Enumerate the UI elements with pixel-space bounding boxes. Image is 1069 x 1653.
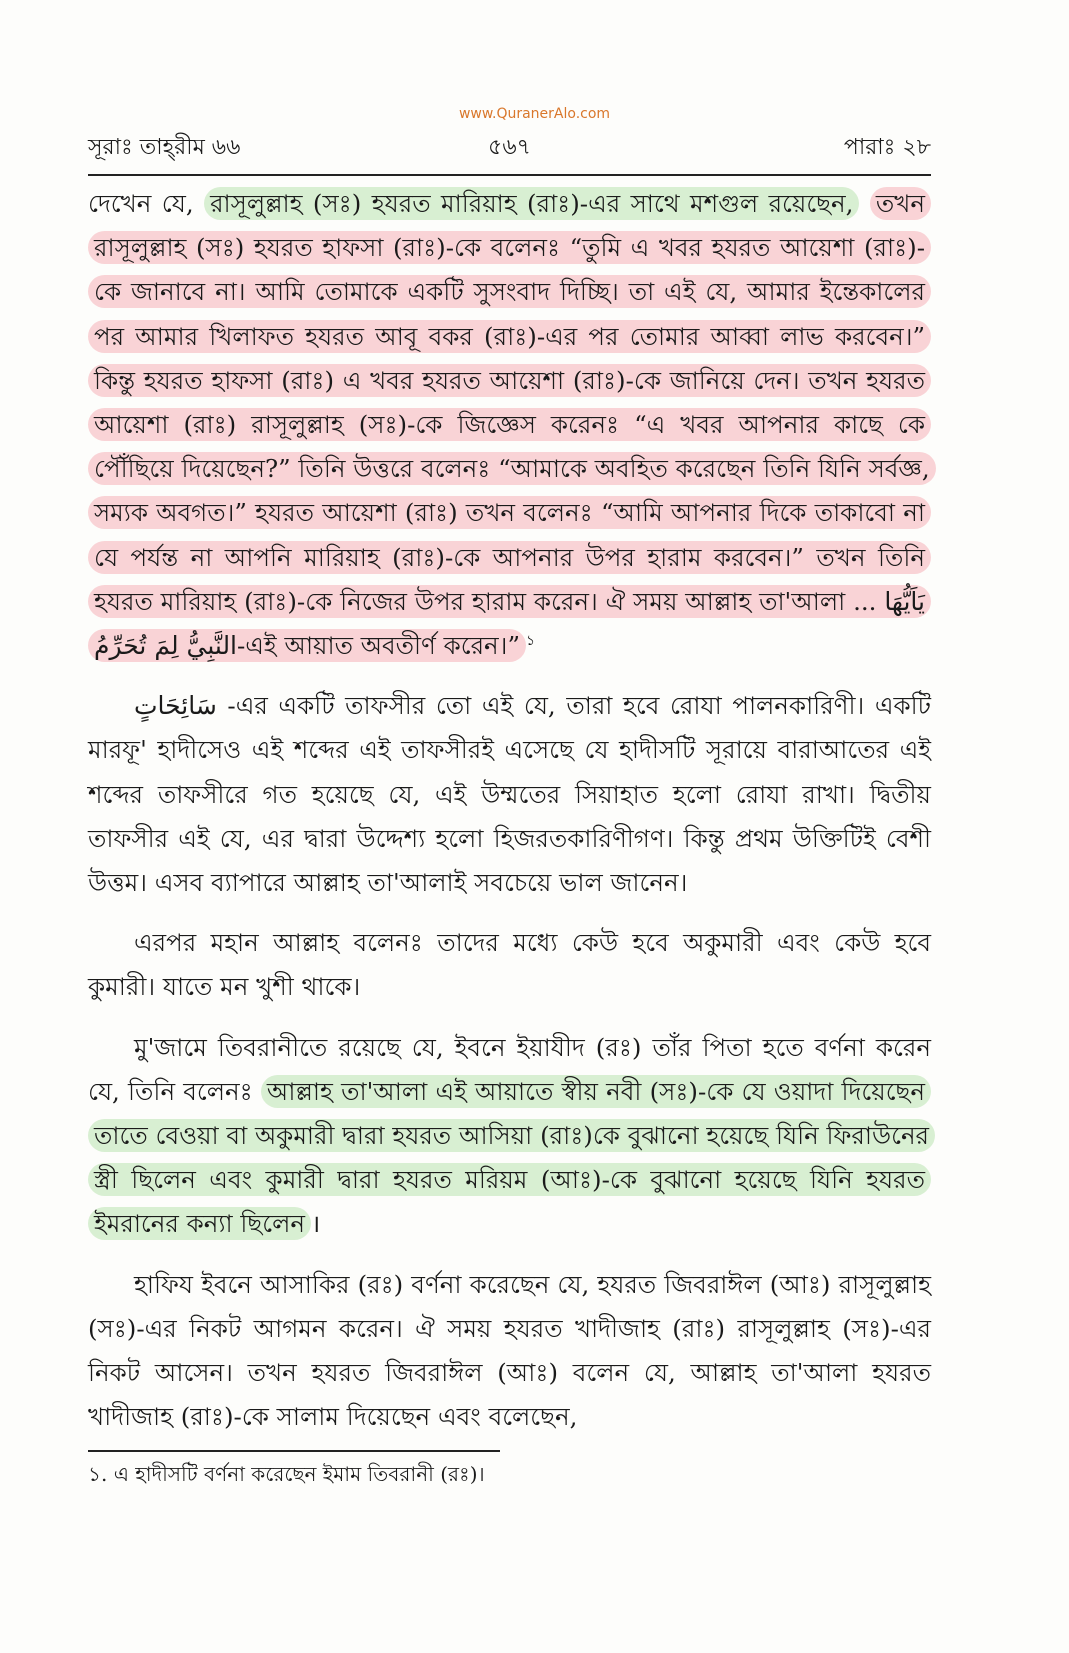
paragraph-hadith-hafsa	[88, 182, 931, 668]
paragraph-tafsir	[88, 684, 931, 905]
arabic-verse: يَاَيُّهَا النَّبِيُّ لِمَ تُحَرِّمُ	[94, 586, 925, 661]
page-number: ৫৬৭	[488, 135, 531, 160]
highlight-green: আল্লাহ তা'আলা এই আয়াতে স্বীয় নবী (সঃ)-কে যে ওয়াদা দিয়েছেন তাতে বেওয়া বা অকুমারী দ্বারা হযরত আসিয়া (রাঃ)কে বুঝানো হয়েছে যিনি ফিরাউনের স্ত্রী ছিলেন এবং কুমারী দ্বারা হযরত মরিয়ম (আঃ)-কে বুঝানো হয়েছে যিনি হযরত ইমরানের কন্যা ছিলেন	[88, 1075, 935, 1241]
highlight-green: রাসূলুল্লাহ (সঃ) হযরত মারিয়াহ (রাঃ)-এর সাথে মশগুল রয়েছেন,	[204, 187, 859, 220]
para-number: পারাঃ ২৮	[843, 135, 931, 160]
footnote-rule	[88, 1450, 500, 1452]
website-url: www.QuranerAlo.com	[458, 106, 611, 122]
text-highlighted-end: -এই আয়াত অবতীর্ণ করেন।”	[237, 631, 520, 661]
text-highlighted: তখন রাসূলুল্লাহ (সঃ) হযরত হাফসা (রাঃ)-কে বলেনঃ “তুমি এ খবর হযরত আয়েশা (রাঃ)-কে জানাবে না। আমি তোমাকে একটি সুসংবাদ দিচ্ছি। তা এই যে, আমার ইন্তেকালের পর আমার খিলাফত হযরত আবূ বকর (রাঃ)-এর পর তোমার আব্বা লাভ করবেন।” কিন্তু হযরত হাফসা (রাঃ) এ খবর হযরত আয়েশা (রাঃ)-কে জানিয়ে দেন। তখন হযরত আয়েশা (রাঃ) রাসূলুল্লাহ (সঃ)-কে জিজ্ঞেস করেনঃ “এ খবর আপনার কাছে কে পৌঁছিয়ে দিয়েছেন?” তিনি উত্তরে বলেনঃ “আমাকে অবহিত করেছেন তিনি যিনি সর্বজ্ঞ, সম্যক অবগত।” হযরত আয়েশা (রাঃ) তখন বলেনঃ “আমি আপনার দিকে তাকাবো না যে পর্যন্ত না আপনি মারিয়াহ (রাঃ)-কে আপনার উপর হারাম করবেন।” তখন তিনি হযরত মারিয়াহ (রাঃ)-কে নিজের উপর হারাম করেন। ঐ সময় আল্লাহ তা'আলা ...	[94, 189, 930, 616]
paragraph-tabarani	[88, 1026, 931, 1247]
footnote-ref: ১	[525, 632, 536, 649]
paragraph-text: -এর একটি তাফসীর তো এই যে, তারা হবে রোযা পালনকারিণী। একটি মারফূ' হাদীসেও এই শব্দের এই তাফসীরই এসেছে যে হাদীসটি সূরায়ে বারাআতের এই শব্দের তাফসীরে গত হয়েছে যে, এই উম্মতের সিয়াহাত হলো রোযা রাখা। দ্বিতীয় তাফসীর এই যে, এর দ্বারা উদ্দেশ্য হলো হিজরতকারিণীগণ। কিন্তু প্রথম উক্তিটিই বেশী উত্তম। এসব ব্যাপারে আল্লাহ তা'আলাই সবচেয়ে ভাল জানেন।	[88, 691, 931, 898]
highlight-pink	[88, 187, 936, 662]
paragraph-asakir: হাফিয ইবনে আসাকির (রঃ) বর্ণনা করেছেন যে, হযরত জিবরাঈল (আঃ) রাসূলুল্লাহ (সঃ)-এর নিকট আগমন করেন। ঐ সময় হযরত খাদীজাহ (রাঃ) রাসূলুল্লাহ (সঃ)-এর নিকট আসেন। তখন হযরত জিবরাঈল (আঃ) বলেন যে, আল্লাহ তা'আলা হযরত খাদীজাহ (রাঃ)-কে সালাম দিয়েছেন এবং বলেছেন,	[88, 1269, 931, 1432]
page-header	[88, 130, 931, 162]
page-body	[88, 182, 931, 1439]
text-plain: ।	[311, 1209, 321, 1239]
header-rule	[88, 174, 931, 176]
text-plain: দেখেন যে,	[88, 189, 205, 218]
surah-name: সূরাঃ তাহ্‌রীম ৬৬	[88, 135, 241, 160]
footnote: ১. এ হাদীসটি বর্ণনা করেছেন ইমাম তিবরানী (রঃ)।	[88, 1462, 485, 1486]
text-plain: মু'জামে তিবরানীতে রয়েছে যে, ইবনে ইয়াযীদ (রঃ) তাঁর পিতা হতে বর্ণনা করেন যে, তিনি বলেনঃ	[88, 1032, 931, 1106]
paragraph-virgin: এরপর মহান আল্লাহ বলেনঃ তাদের মধ্যে কেউ হবে অকুমারী এবং কেউ হবে কুমারী। যাতে মন খুশী থাকে।	[88, 928, 931, 1002]
arabic-word: سَائِحَاتٍ	[134, 691, 217, 721]
